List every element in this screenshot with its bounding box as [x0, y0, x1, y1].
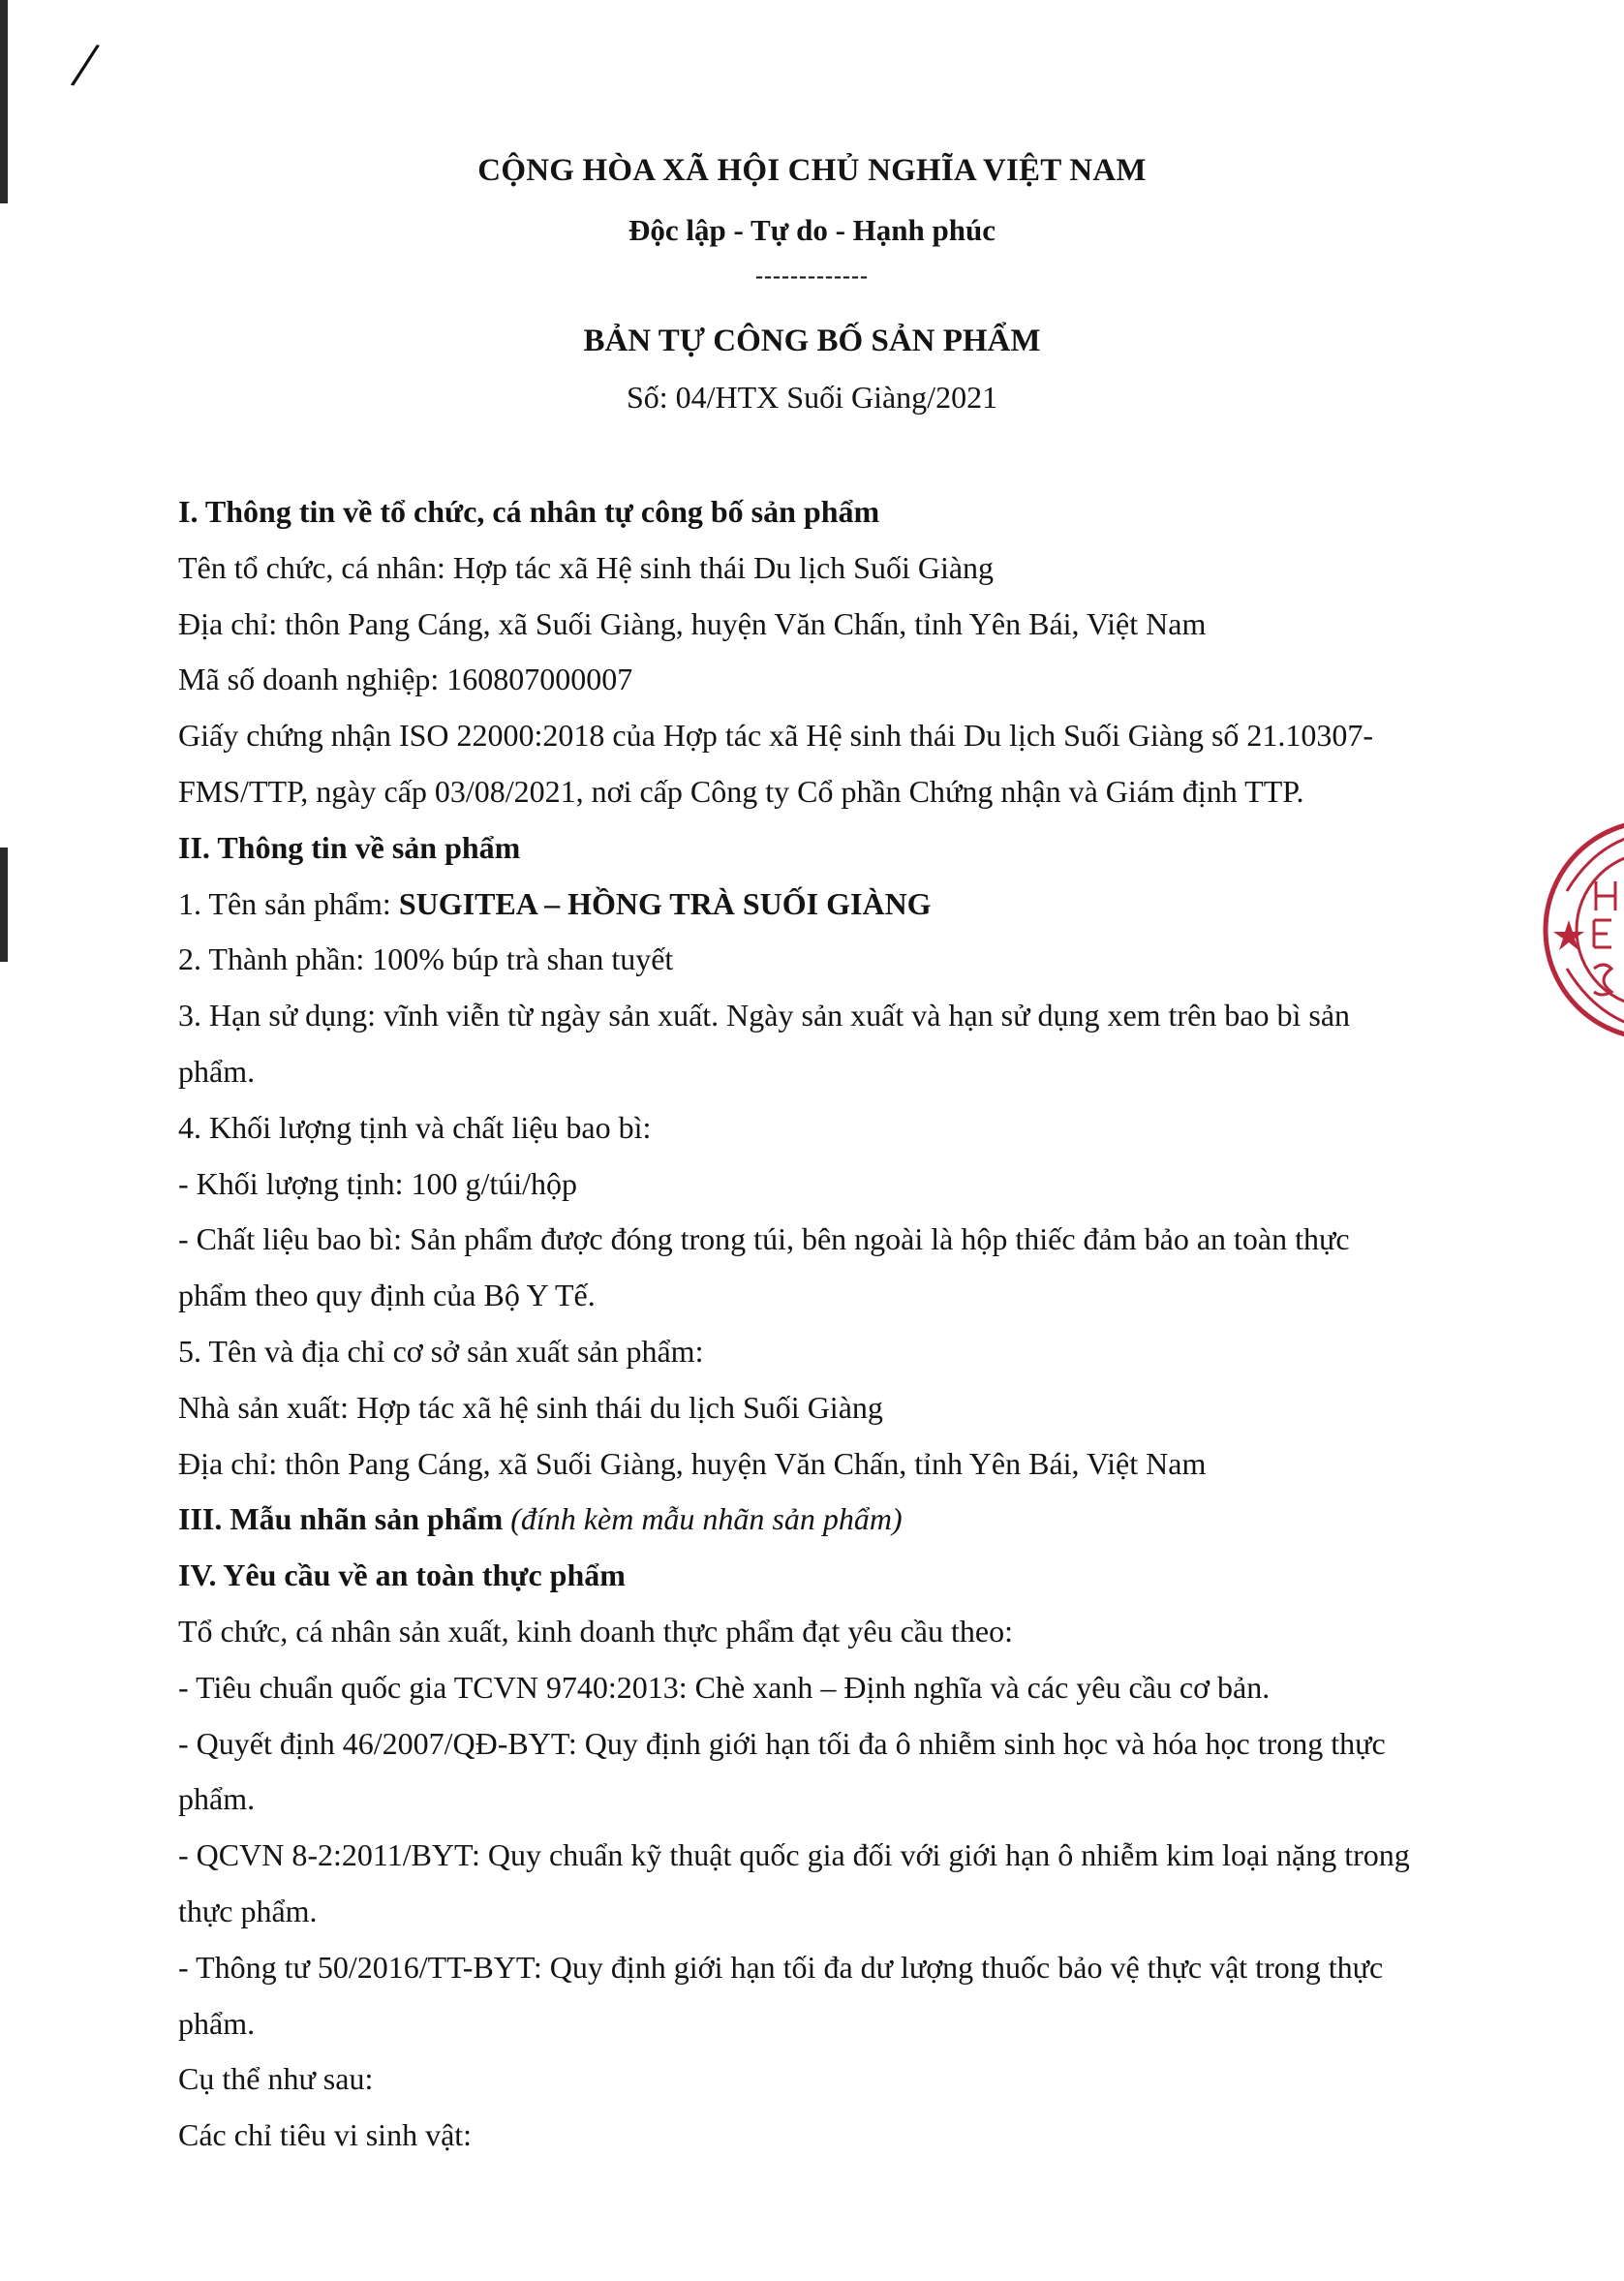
standard-qcvn-line-2: thực phẩm. — [178, 1893, 318, 1928]
net-weight: - Khối lượng tịnh: 100 g/túi/hộp — [178, 1165, 578, 1201]
weight-packaging-heading: 4. Khối lượng tịnh và chất liệu bao bì: — [178, 1109, 652, 1145]
requirements-intro: Tổ chức, cá nhân sản xuất, kinh doanh thực phẩm đạt yêu cầu theo: — [178, 1613, 1013, 1649]
standard-circular-line-2: phẩm. — [178, 2005, 256, 2041]
header-rule: ------------- — [755, 263, 869, 289]
shelf-life-line-2: phẩm. — [178, 1053, 256, 1089]
section-1-heading: I. Thông tin về tổ chức, cá nhân tự công bố sản phẩm — [178, 494, 880, 529]
seal-inner-ring — [1577, 852, 1624, 1007]
standard-tcvn: - Tiêu chuẩn quốc gia TCVN 9740:2013: Chè xanh – Định nghĩa và các yêu cầu cơ bản. — [178, 1669, 1271, 1705]
scan-binding-mark — [0, 848, 8, 962]
org-name: Tên tổ chức, cá nhân: Hợp tác xã Hệ sinh thái Du lịch Suối Giàng — [178, 549, 995, 585]
document-number: Số: 04/HTX Suối Giàng/2021 — [626, 380, 998, 415]
seal-outer-ring — [1546, 821, 1624, 1038]
section-3-heading — [178, 1492, 1487, 1548]
seal-glyph-inner-2 — [1594, 920, 1611, 947]
iso-certificate-line-1: Giấy chứng nhận ISO 22000:2018 của Hợp tác xã Hệ sinh thái Du lịch Suối Giàng số 21.10307- — [178, 718, 1374, 754]
packaging-line-2: phẩm theo quy định của Bộ Y Tế. — [178, 1278, 596, 1313]
product-name — [178, 877, 1487, 933]
section-4-heading: IV. Yêu cầu về an toàn thực phẩm — [178, 1557, 626, 1593]
product-name-label: 1. Tên sản phẩm: — [178, 885, 399, 921]
tax-code: Mã số doanh nghiệp: 160807000007 — [178, 662, 633, 697]
section-3-note: (đính kèm mẫu nhãn sản phẩm) — [510, 1501, 903, 1537]
national-title: CỘNG HÒA XÃ HỘI CHỦ NGHĨA VIỆT NAM — [477, 153, 1147, 188]
red-seal-stamp — [1538, 775, 1624, 1065]
section-3-title: III. Mẫu nhãn sản phẩm — [178, 1501, 511, 1537]
org-address: Địa chỉ: thôn Pang Cáng, xã Suối Giàng, huyện Văn Chấn, tỉnh Yên Bái, Việt Nam — [178, 605, 1207, 641]
product-name-value: SUGITEA – HỒNG TRÀ SUỐI GIÀNG — [398, 885, 932, 921]
section-2-heading: II. Thông tin về sản phẩm — [178, 829, 521, 865]
packaging-line-1: - Chất liệu bao bì: Sản phẩm được đóng trong túi, bên ngoài là hộp thiếc đảm bảo an toàn thực — [178, 1221, 1350, 1257]
iso-certificate-line-2: FMS/TTP, ngày cấp 03/08/2021, nơi cấp Công ty Cổ phần Chứng nhận và Giám định TTP. — [178, 773, 1304, 809]
document-body — [178, 484, 1487, 2164]
page-number-mark: / — [67, 26, 104, 105]
shelf-life-line-1: 3. Hạn sử dụng: vĩnh viễn từ ngày sản xuất. Ngày sản xuất và hạn sử dụng xem trên bao bì sản — [178, 998, 1351, 1033]
standard-decision-line-1: - Quyết định 46/2007/QĐ-BYT: Quy định giới hạn tối đa ô nhiễm sinh học và hóa học trong thực — [178, 1725, 1386, 1761]
standard-qcvn-line-1: - QCVN 8-2:2011/BYT: Quy chuẩn kỹ thuật quốc gia đối với giới hạn ô nhiễm kim loại nặng trong — [178, 1837, 1410, 1873]
ingredients: 2. Thành phần: 100% búp trà shan tuyết — [178, 941, 674, 977]
standard-circular-line-1: - Thông tư 50/2016/TT-BYT: Quy định giới hạn tối đa dư lượng thuốc bảo vệ thực vật trong thực — [178, 1949, 1384, 1985]
producer-heading: 5. Tên và địa chỉ cơ sở sản xuất sản phẩm: — [178, 1333, 704, 1369]
microbiological-label: Các chỉ tiêu vi sinh vật: — [178, 2117, 473, 2153]
producer-name: Nhà sản xuất: Hợp tác xã hệ sinh thái du lịch Suối Giàng — [178, 1389, 883, 1425]
national-motto: Độc lập - Tự do - Hạnh phúc — [628, 213, 996, 247]
document-title: BẢN TỰ CÔNG BỐ SẢN PHẨM — [583, 324, 1041, 358]
specifics-label: Cụ thể như sau: — [178, 2061, 374, 2097]
producer-address: Địa chỉ: thôn Pang Cáng, xã Suối Giàng, huyện Văn Chấn, tỉnh Yên Bái, Việt Nam — [178, 1445, 1207, 1481]
seal-glyph-inner-1 — [1596, 881, 1615, 910]
standard-decision-line-2: phẩm. — [178, 1781, 256, 1817]
